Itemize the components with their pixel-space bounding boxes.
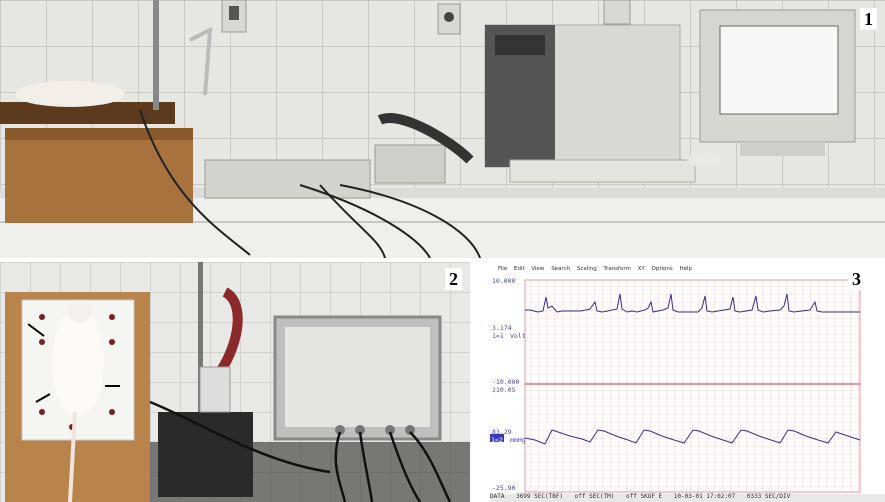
ch2-current-value: 83.29 [492, 428, 512, 436]
menu-view[interactable]: View [531, 266, 545, 272]
status-time: 3699 SEC(TBF) [516, 493, 564, 500]
status-tm: off SEC(TM) [574, 493, 615, 500]
menu-file[interactable]: File [498, 266, 508, 272]
ch2-bottom-scale: -25.90 [492, 484, 516, 492]
status-skof: off SKOF E [626, 493, 663, 500]
status-data: DATA [490, 493, 505, 500]
panel-number-2: 2 [445, 268, 462, 290]
panel-number-3: 3 [848, 268, 865, 290]
trace-plot [490, 262, 885, 502]
recording-software-screen [490, 262, 885, 502]
panel-number-1: 1 [860, 8, 877, 30]
ch2-unit: mmHg [510, 436, 526, 444]
ch1-current-value: 3.174 [492, 324, 512, 332]
menu-scaling[interactable]: Scaling [576, 266, 597, 272]
menu-help[interactable]: Help [679, 266, 693, 272]
menu-options[interactable]: Options [651, 266, 673, 272]
photo-experimental-setup [0, 262, 470, 502]
status-secdiv: 0333 SEC/DIV [746, 493, 791, 500]
status-bar [490, 493, 798, 500]
ch1-unit: Volt [510, 332, 526, 340]
ch1-top-scale: 10.000 [492, 277, 516, 285]
ch2-top-scale: 210.05 [492, 386, 516, 394]
menu-edit[interactable]: Edit [513, 266, 525, 272]
ch2-label: 1=2 [491, 436, 503, 444]
ch1-label: 1=1 [492, 332, 504, 340]
status-datetime: 10-03-01 17:02:07 [673, 493, 736, 500]
menu-search[interactable]: Search [551, 266, 571, 272]
ch1-bottom-scale: -10.000 [492, 378, 520, 386]
menu-transform[interactable]: Transform [603, 266, 631, 272]
menu-xy[interactable]: XY [637, 266, 645, 272]
experimental-setup-illustration [0, 262, 470, 502]
